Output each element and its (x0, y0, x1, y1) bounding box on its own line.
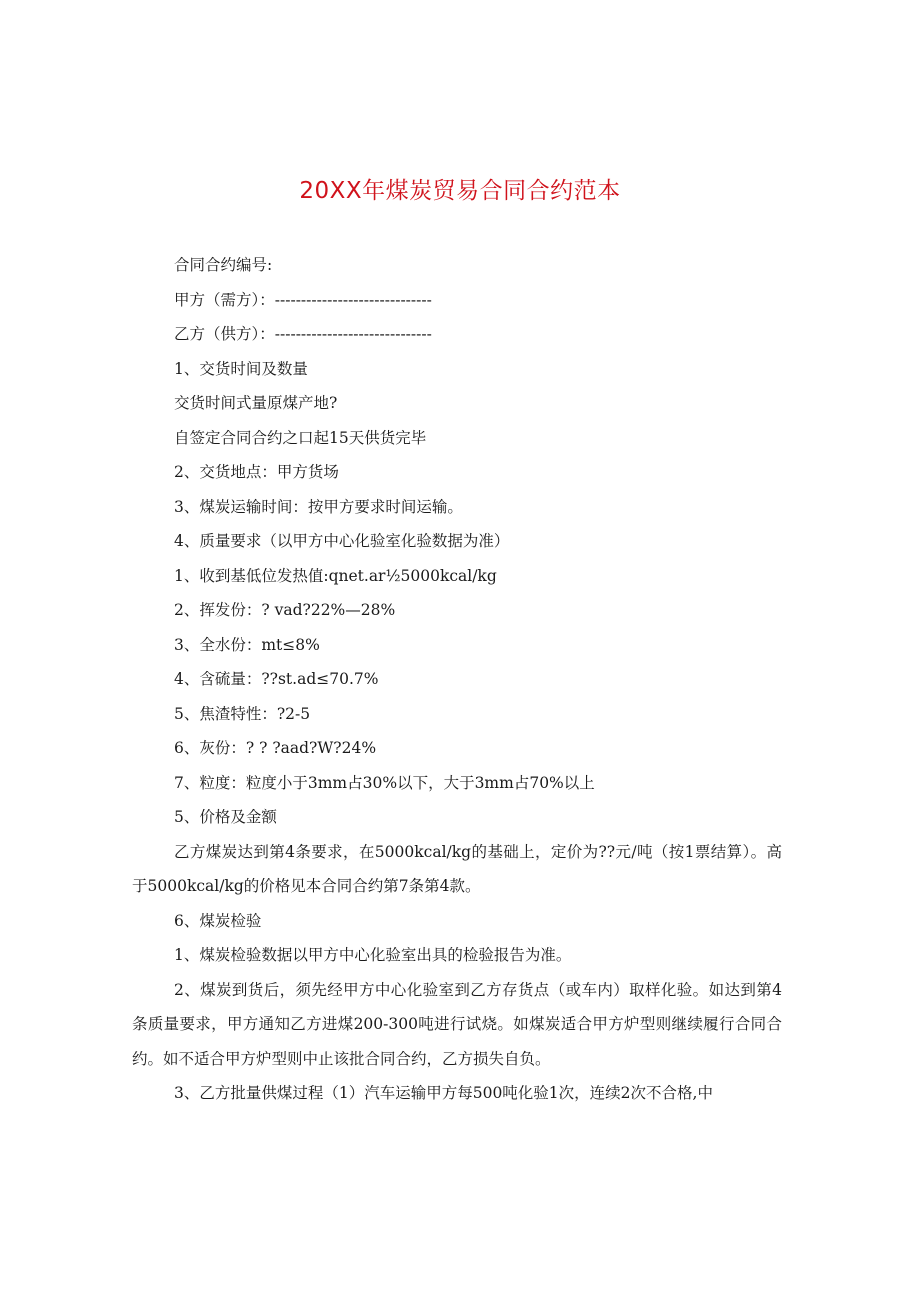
section-quality-heading: 4、质量要求（以甲方中心化验室化验数据为准） (174, 532, 510, 550)
quality-item-ash: 6、灰份：? ? ?aad?W?24% (174, 739, 377, 757)
quality-item-granularity: 7、粒度：粒度小于3mm占30%以下，大于3mm占70%以上 (174, 773, 595, 792)
quality-item-sulfur: 4、含硫量：??st.ad≤70.7% (174, 670, 379, 688)
transport-time-line: 3、煤炭运输时间：按甲方要求时间运输。 (174, 497, 463, 516)
delivery-location-line: 2、交货地点：甲方货场 (174, 463, 339, 481)
section-price-heading: 5、价格及金额 (174, 808, 277, 826)
quality-item-volatile: 2、挥发份：? vad?22%—28% (174, 601, 396, 619)
party-b-line: 乙方（供方）：------------------------------ (174, 325, 432, 343)
delivery-origin-line: 交货时间式量原煤产地? (174, 394, 338, 412)
document-title: 20XX年煤炭贸易合同合约范本 (299, 178, 621, 204)
inspection-item-1: 1、煤炭检验数据以甲方中心化验室出具的检验报告为准。 (174, 946, 572, 964)
inspection-item-3: 3、乙方批量供煤过程（1）汽车运输甲方每500吨化验1次，连续2次不合格,中 (174, 1084, 713, 1102)
quality-item-moisture: 3、全水份：mt≤8% (174, 635, 320, 654)
contract-number-line: 合同合约编号: (174, 256, 273, 274)
quality-item-calorific: 1、收到基低位发热值:qnet.ar½5000kcal/kg (174, 566, 497, 585)
document-body (132, 248, 782, 1111)
section-delivery-heading: 1、交货时间及数量 (174, 359, 308, 378)
party-a-line: 甲方（需方）：------------------------------ (174, 290, 432, 309)
quality-item-coke-residue: 5、焦渣特性：?2-5 (174, 704, 311, 723)
section-inspection-heading: 6、煤炭检验 (174, 911, 262, 930)
inspection-item-2: 2、煤炭到货后，须先经甲方中心化验室到乙方存货点（或车内）取样化验。如达到第4条质量要求，甲方通知乙方进煤200-300吨进行试烧。如煤炭适合甲方炉型则继续履行合同合约。如不适合甲方炉型则中止该批合同合约，乙方损失自负。 (132, 980, 782, 1068)
delivery-schedule-line: 自签定合同合约之口起15天供货完毕 (174, 428, 427, 447)
price-paragraph: 乙方煤炭达到第4条要求，在5000kcal/kg的基础上，定价为??元/吨（按1票结算）。高于5000kcal/kg的价格见本合同合约第7条第4款。 (132, 842, 782, 895)
